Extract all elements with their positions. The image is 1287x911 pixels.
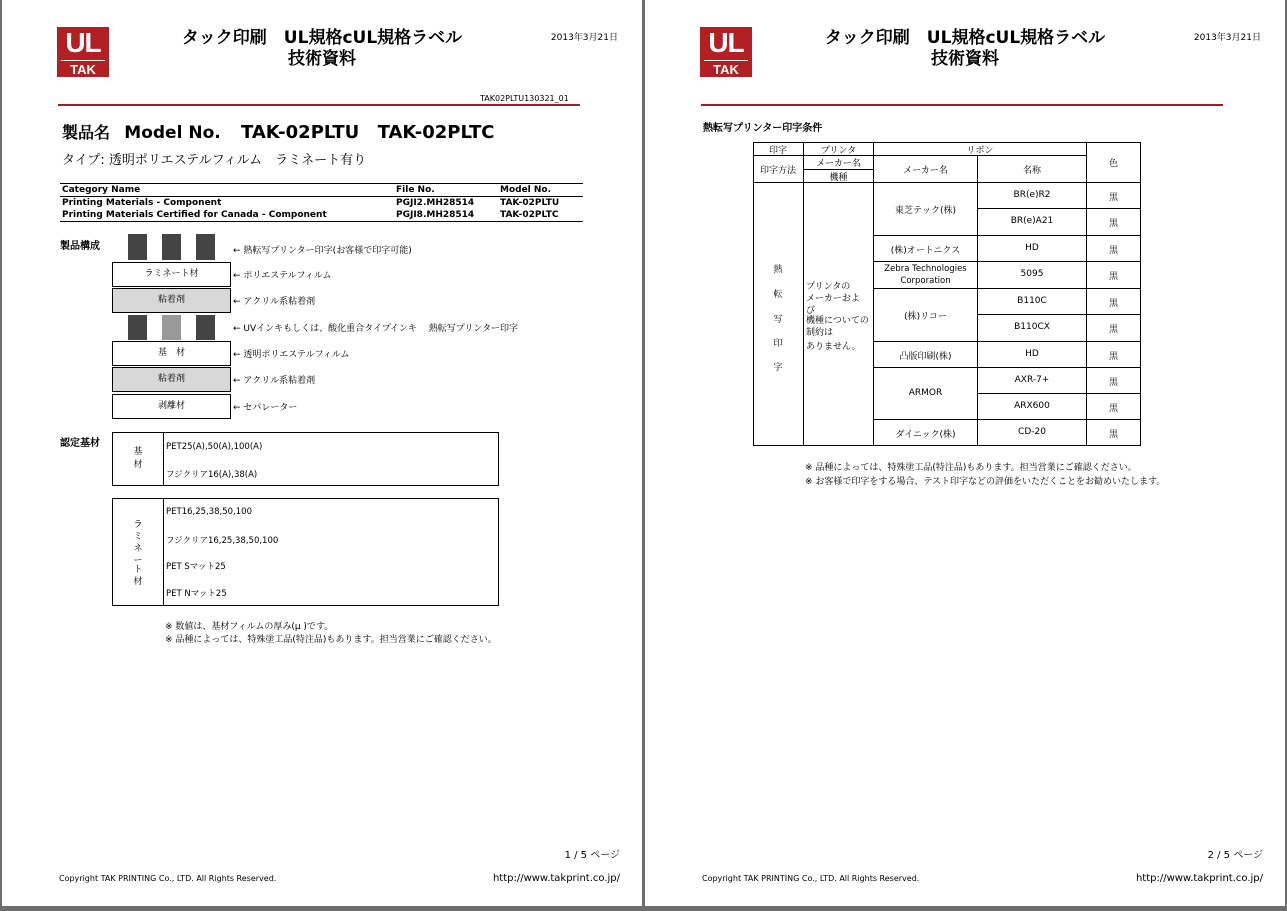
ribbon-name: B110C — [1017, 296, 1047, 306]
grid-line — [1140, 142, 1141, 446]
footer-url[interactable]: http://www.takprint.co.jp/ — [492, 873, 620, 884]
ribbon-name: AXR-7+ — [1014, 375, 1050, 385]
layer-adhesive-bottom-desc: ← アクリル系粘着剤 — [233, 376, 316, 386]
ribbon-color: 黒 — [1108, 193, 1118, 203]
header-rule — [701, 104, 1223, 106]
header-category: Category Name — [60, 184, 394, 197]
logo-divider — [61, 60, 105, 61]
layer-base-desc: ← 透明ポリエステルフィルム — [233, 350, 350, 360]
laminate-item: PET16,25,38,50,100 — [166, 507, 252, 517]
maker-name: ARMOR — [908, 388, 943, 398]
ribbon-color: 黒 — [1108, 404, 1118, 414]
logo-divider — [704, 60, 748, 61]
product-label: 製品名 — [62, 123, 111, 142]
logo-ul-text: UL — [708, 27, 744, 58]
document-title — [142, 28, 502, 70]
grid-line — [977, 393, 1141, 394]
ribbon-color: 黒 — [1108, 352, 1118, 362]
ribbon-name: 5095 — [1020, 269, 1044, 279]
header-print: 印字 — [768, 146, 787, 156]
note-line: ※ 品種によっては、特殊塗工品(特注品)もあります。担当営業にご確認ください。 — [165, 635, 497, 645]
grid-line — [977, 208, 1141, 209]
substrate-label-char: 基 — [133, 447, 143, 457]
layer-adhesive-bottom: 粘着剤 — [112, 367, 231, 392]
ink-block — [162, 234, 181, 260]
table-row — [60, 209, 583, 222]
header-rule — [58, 104, 580, 106]
laminate-label-char: ネ — [133, 544, 143, 554]
header-ribbon: リボン — [966, 146, 994, 156]
table-cell: TAK-02PLTU — [500, 198, 560, 208]
header-printer-model: 機種 — [829, 173, 848, 183]
product-name-line — [62, 120, 506, 143]
grid-line — [753, 445, 1141, 446]
ribbon-name: ARX600 — [1014, 401, 1050, 411]
ribbon-color: 黒 — [1108, 272, 1118, 282]
section-title: 熱転写プリンター印字条件 — [703, 123, 823, 134]
table-row — [60, 197, 583, 210]
substrate-item: PET25(A),50(A),100(A) — [166, 442, 263, 452]
header-model-no: Model No. — [498, 184, 583, 197]
title-line-1: タック印刷 UL規格cUL規格ラベル — [181, 28, 463, 48]
header-method: 印字方法 — [759, 166, 796, 176]
maker-name: ダイニック(株) — [895, 430, 956, 440]
substrate-item: フジクリア16(A),38(A) — [166, 470, 258, 480]
method-char: 熱 — [773, 265, 783, 275]
product-type: タイプ: 透明ポリエステルフィルム ラミネート有り — [62, 153, 367, 168]
logo-tak-text: TAK — [70, 62, 96, 77]
table-cell: Printing Materials Certified for Canada - Component — [60, 209, 394, 222]
document-number: TAK02PLTU130321_01 — [480, 94, 569, 103]
ribbon-name: CD-20 — [1018, 427, 1046, 437]
category-table — [60, 183, 583, 222]
laminate-item: フジクリア16,25,38,50,100 — [166, 536, 279, 546]
printer-note-line: び — [806, 306, 816, 316]
method-char: 印 — [773, 339, 783, 349]
header-ribbon-maker: メーカー名 — [903, 166, 948, 176]
ribbon-color: 黒 — [1108, 325, 1118, 335]
ribbon-color: 黒 — [1108, 246, 1118, 256]
printing-conditions-table — [753, 142, 1141, 446]
table-cell: TAK-02PLTC — [498, 209, 583, 222]
header-file-no: File No. — [394, 184, 498, 197]
grid-line — [873, 261, 1141, 262]
ribbon-name: BR(e)R2 — [1013, 190, 1051, 200]
ul-tak-logo — [57, 27, 109, 77]
laminate-item: PET Nマット25 — [166, 589, 227, 599]
ink-mid-desc: ← UVインキもしくは、酸化重合タイプインキ 熱転写プリンター印字 — [233, 324, 519, 334]
header-ribbon-name: 名称 — [1022, 166, 1041, 176]
grid-line — [873, 419, 1141, 420]
note-line: ※ お客様で印字をする場合、テスト印字などの評価をいただくことをお勧めいたします。 — [805, 477, 1166, 487]
grid-line — [977, 314, 1141, 315]
ink-block — [196, 315, 215, 340]
table-cell: Printing Materials - Component — [62, 198, 222, 208]
laminate-label-char: ミ — [133, 532, 143, 542]
layer-base: 基 材 — [112, 341, 231, 366]
ribbon-color: 黒 — [1108, 430, 1118, 440]
grid-line — [803, 142, 804, 446]
ribbon-color: 黒 — [1108, 299, 1118, 309]
ribbon-name: B110CX — [1014, 322, 1050, 332]
table-cell: PGJI8.MH28514 — [394, 209, 498, 222]
certified-heading: 認定基材 — [60, 438, 100, 449]
ink-block — [128, 234, 147, 260]
method-char: 写 — [773, 315, 783, 325]
printer-note-line: 機種についての制約は — [806, 316, 869, 338]
layer-laminate: ラミネート材 — [112, 262, 231, 287]
grid-line — [873, 341, 1141, 342]
document-date: 2013年3月21日 — [1193, 33, 1261, 43]
layer-adhesive-top-desc: ← アクリル系粘着剤 — [233, 297, 316, 307]
logo-tak-text: TAK — [713, 62, 739, 77]
ribbon-name: BR(e)A21 — [1010, 216, 1054, 226]
substrate-box — [112, 432, 499, 486]
grid-line — [873, 235, 1141, 236]
model-code-2: TAK-02PLTC — [377, 122, 495, 143]
laminate-label-char: ト — [133, 565, 143, 575]
title-line-2: 技術資料 — [931, 49, 999, 69]
document-page-2 — [645, 0, 1285, 906]
layer-release-desc: ← セパレーター — [233, 403, 298, 413]
ribbon-color: 黒 — [1108, 219, 1118, 229]
note-line: ※ 数値は、基材フィルムの厚み(μ )です。 — [165, 622, 334, 632]
layer-release: 剥離材 — [112, 394, 231, 419]
page-number: 2 / 5 ページ — [1207, 850, 1263, 861]
document-page-1 — [2, 0, 642, 906]
note-line: ※ 品種によっては、特殊塗工品(特注品)もあります。担当営業にご確認ください。 — [805, 463, 1137, 473]
ul-tak-logo — [700, 27, 752, 77]
ink-block — [128, 315, 147, 340]
table-cell: PGJI2.MH28514 — [396, 198, 475, 208]
laminate-label-char: ラ — [133, 520, 143, 530]
footer-url[interactable]: http://www.takprint.co.jp/ — [1135, 873, 1263, 884]
category-table-header — [60, 184, 583, 197]
ink-block — [162, 315, 181, 340]
grid-line — [873, 142, 874, 446]
logo-ul-text: UL — [65, 27, 101, 58]
laminate-item: PET Sマット25 — [166, 562, 226, 572]
layer-adhesive-top: 粘着剤 — [112, 288, 231, 313]
header-printer: プリンタ — [820, 146, 857, 156]
substrate-label-char: 材 — [133, 460, 143, 470]
header-color: 色 — [1108, 159, 1118, 169]
model-code-1: TAK-02PLTU — [240, 122, 360, 143]
method-char: 転 — [773, 290, 783, 300]
layer-laminate-desc: ← ポリエステルフィルム — [233, 271, 332, 281]
maker-name: 凸版印刷(株) — [899, 352, 952, 362]
laminate-label-char: ー — [133, 556, 143, 566]
laminate-label-char: 材 — [133, 577, 143, 587]
printer-note-line: プリンタの — [806, 282, 851, 292]
ribbon-name: HD — [1025, 349, 1039, 359]
document-title — [785, 28, 1145, 70]
maker-name: (株)リコー — [904, 312, 947, 322]
document-date: 2013年3月21日 — [550, 33, 618, 43]
grid-line — [873, 367, 1141, 368]
ribbon-color: 黒 — [1108, 378, 1118, 388]
header-printer-maker: メーカー名 — [816, 159, 861, 169]
ink-block — [196, 234, 215, 260]
printer-note-line: メーカーおよ — [806, 294, 860, 304]
title-line-2: 技術資料 — [288, 49, 356, 69]
laminate-box — [112, 498, 499, 606]
method-char: 字 — [773, 363, 783, 373]
maker-name: (株)オートニクス — [890, 246, 961, 256]
grid-line — [873, 288, 1141, 289]
footer-copyright: Copyright TAK PRINTING Co., LTD. All Rights Reserved. — [702, 874, 920, 883]
ribbon-name: HD — [1025, 243, 1039, 253]
model-label: Model No. — [124, 123, 221, 143]
title-line-1: タック印刷 UL規格cUL規格ラベル — [824, 28, 1106, 48]
maker-name: 東芝テック(株) — [894, 206, 957, 216]
structure-heading: 製品構成 — [60, 241, 100, 252]
printer-note-line: ありません。 — [806, 342, 861, 352]
page-number: 1 / 5 ページ — [564, 850, 620, 861]
maker-name: Zebra Technologies Corporation — [884, 264, 967, 286]
ink-top-desc: ← 熱転写プリンター印字(お客様で印字可能) — [233, 246, 412, 256]
footer-copyright: Copyright TAK PRINTING Co., LTD. All Rights Reserved. — [59, 874, 277, 883]
